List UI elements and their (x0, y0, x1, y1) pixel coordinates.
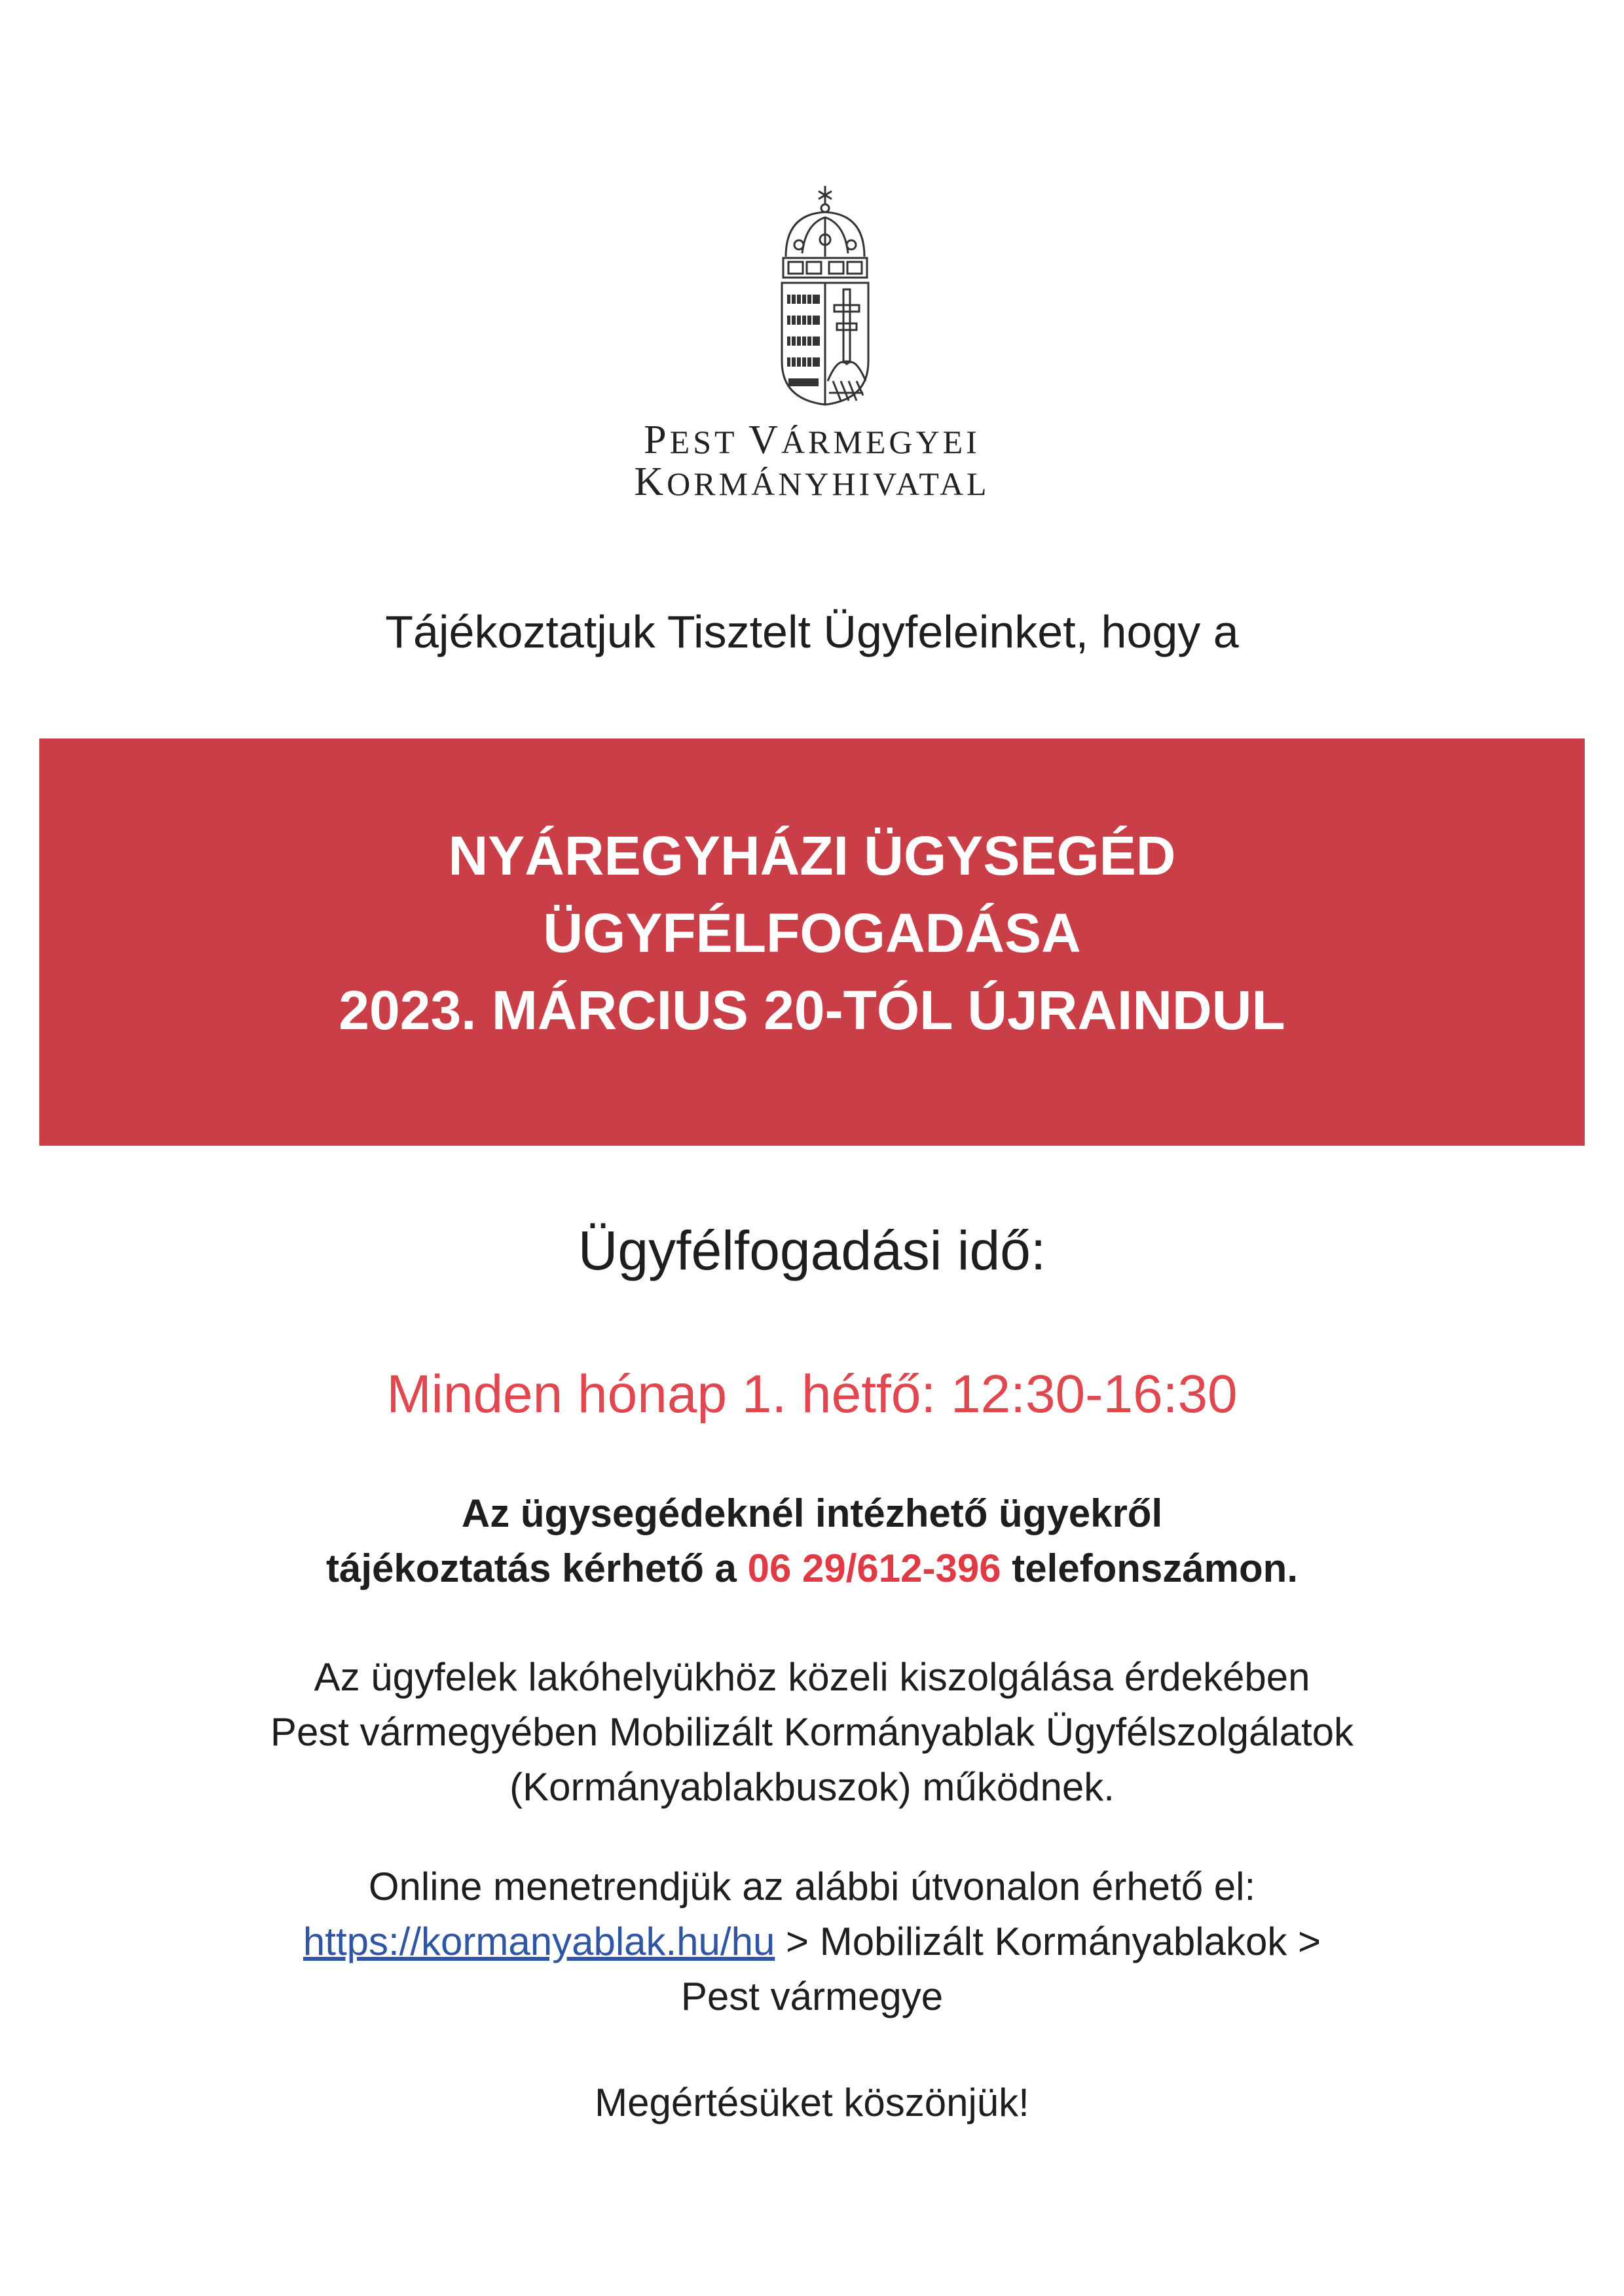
mobile-line1: Az ügyfelek lakóhelyükhöz közeli kiszolgálása érdekében (314, 1655, 1310, 1699)
org-name-line1: PEST VÁRMEGYEI (644, 418, 980, 462)
kormanyablak-link[interactable]: https://kormanyablak.hu/hu (303, 1920, 775, 1963)
org-name-line2: KORMÁNYHIVATAL (634, 460, 990, 504)
reception-heading: Ügyfélfogadási idő: (578, 1220, 1046, 1281)
phone-number: 06 29/612-396 (747, 1546, 1001, 1590)
online-path: > Mobilizált Kormányablakok > (775, 1920, 1321, 1963)
info-line2-pre: tájékoztatás kérhető a (325, 1546, 748, 1590)
mobile-line3: (Kormányablakbuszok) működnek. (509, 1765, 1115, 1809)
online-line2 (0, 1914, 1624, 1969)
closing-text: Megértésüket köszönjük! (595, 2081, 1029, 2124)
info-line2-post: telefonszámon. (1001, 1546, 1298, 1590)
banner-line3: 2023. MÁRCIUS 20-TÓL ÚJRAINDUL (339, 979, 1285, 1041)
banner-line2: ÜGYFÉLFOGADÁSA (543, 902, 1081, 964)
info-line1: Az ügysegédeknél intézhető ügyekről (461, 1491, 1163, 1535)
online-line1: Online menetrendjük az alábbi útvonalon érhető el: (368, 1865, 1256, 1908)
reception-time: Minden hónap 1. hétfő: 12:30-16:30 (386, 1364, 1238, 1424)
intro-text: Tájékoztatjuk Tisztelt Ügyfeleinket, hogy a (385, 606, 1239, 657)
mobile-line2: Pest vármegyében Mobilizált Kormányablak Ügyfélszolgálatok (270, 1710, 1354, 1754)
online-line3: Pest vármegye (680, 1975, 944, 2018)
announcement-banner (39, 738, 1585, 1146)
banner-line1: NYÁREGYHÁZI ÜGYSEGÉD (448, 825, 1176, 886)
info-line2 (0, 1541, 1624, 1596)
coat-of-arms-logo (773, 185, 877, 407)
banner-text (39, 817, 1585, 1049)
